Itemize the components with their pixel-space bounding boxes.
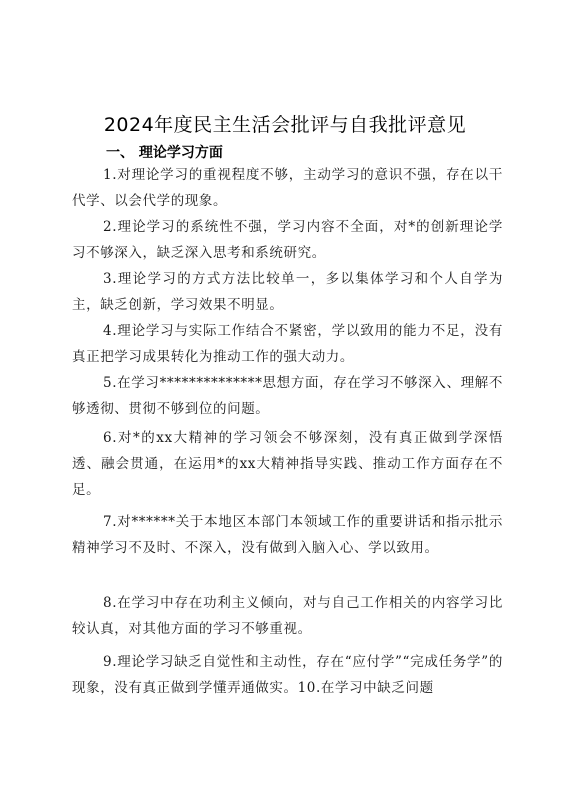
paragraph-3: 3.理论学习的方式方法比较单一，多以集体学习和个人自学为主，缺乏创新，学习效果不明显。 [72, 271, 503, 313]
paragraph-9: 9.理论学习缺乏自觉性和主动性，存在“应付学”“完成任务学”的现象，没有真正做到学懂弄通做实。10.在学习中缺乏问题 [72, 654, 503, 696]
paragraph-4: 4.理论学习与实际工作结合不紧密，学以致用的能力不足，没有真正把学习成果转化为推动工作的强大动力。 [72, 323, 503, 365]
paragraph-1: 1.对理论学习的重视程度不够，主动学习的意识不强，存在以干代学、以会代学的现象。 [72, 167, 503, 209]
paragraph-8: 8.在学习中存在功利主义倾向，对与自己工作相关的内容学习比较认真，对其他方面的学习不够重视。 [72, 595, 503, 637]
section-heading: 一、 理论学习方面 [106, 145, 223, 161]
document-title: 2024年度民主生活会批评与自我批评意见 [103, 114, 467, 136]
paragraph-6: 6.对*的xx大精神的学习领会不够深刻，没有真正做到学深悟透、融会贯通，在运用*的xx大精神指导实践、推动工作方面存在不足。 [72, 430, 503, 498]
paragraph-5: 5.在学习**************思想方面，存在学习不够深入、理解不够透彻、贯彻不够到位的问题。 [72, 375, 503, 417]
paragraph-2: 2.理论学习的系统性不强，学习内容不全面，对*的创新理论学习不够深入，缺乏深入思考和系统研究。 [72, 219, 503, 261]
paragraph-7: 7.对******关于本地区本部门本领域工作的重要讲话和指示批示精神学习不及时、不深入，没有做到入脑入心、学以致用。 [72, 514, 503, 556]
